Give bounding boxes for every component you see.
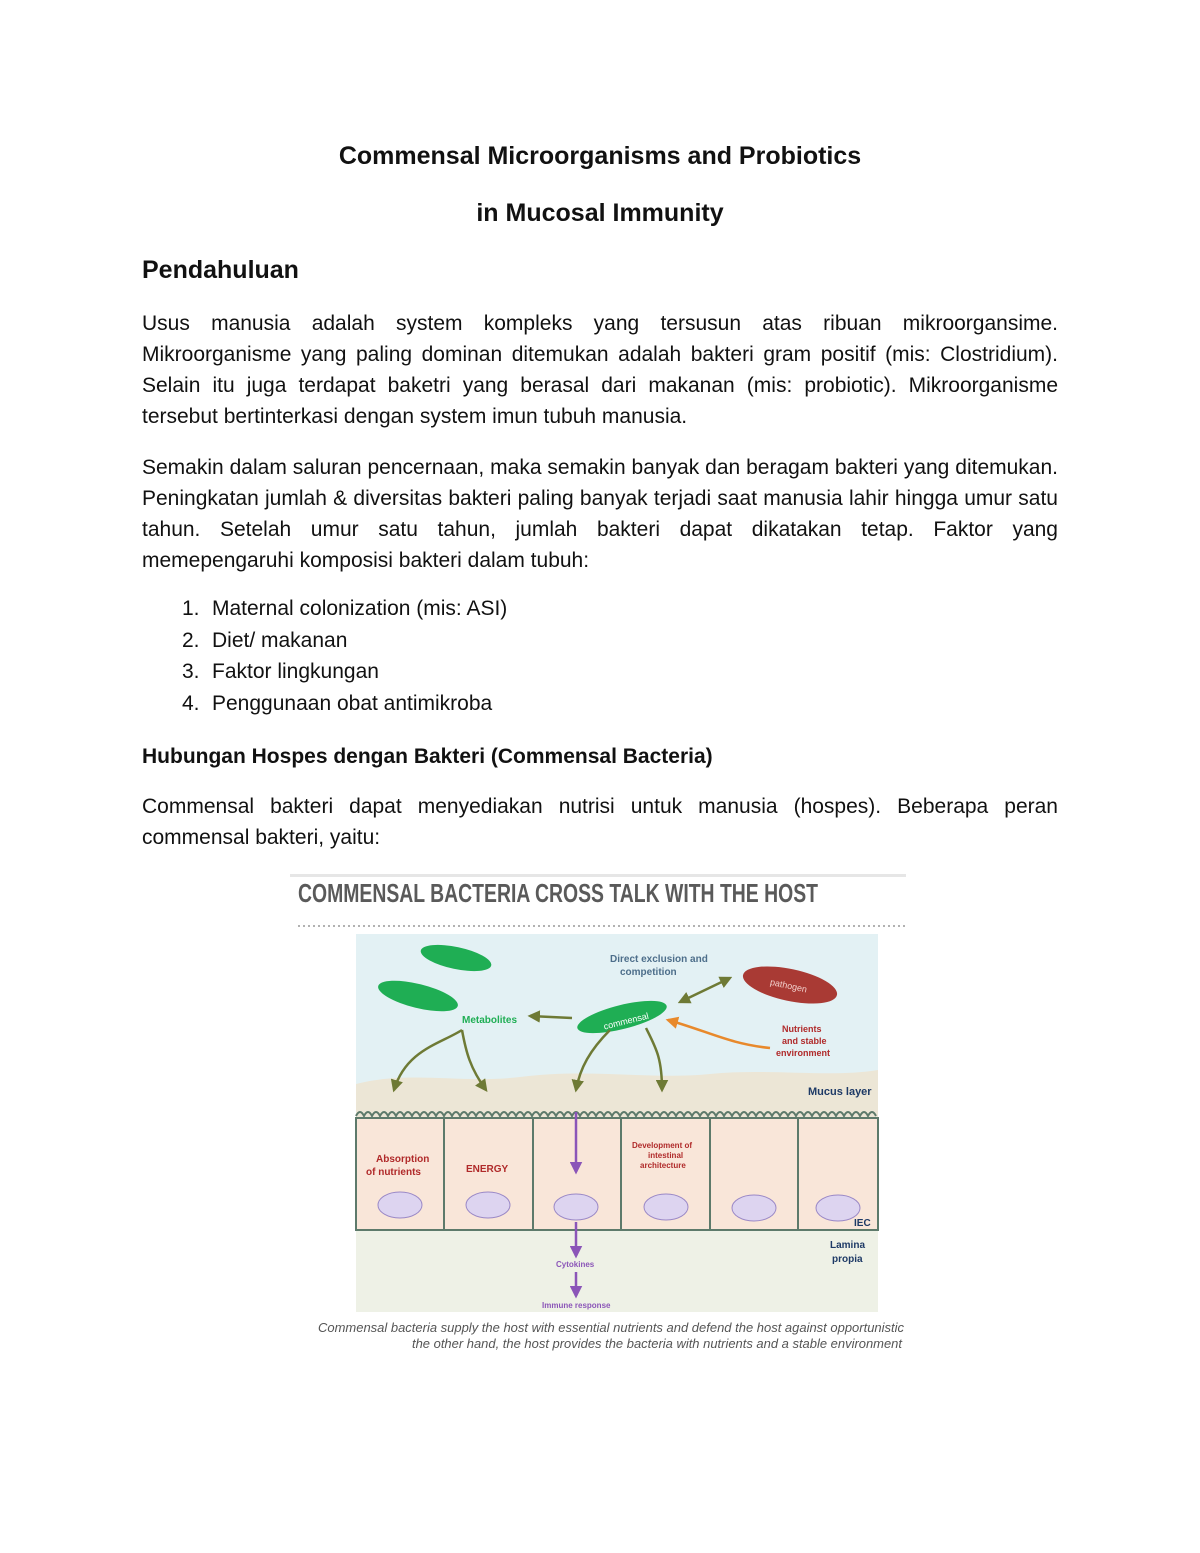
paragraph-bacteria-diversity: Semakin dalam saluran pencernaan, maka semakin banyak dan beragam bakteri yang ditemukan. Peningkatan jumlah & diversitas bakteri paling banyak terjadi saat manusia lahir hingga umur satu tahun. Setelah umur satu tahun, jumlah bakteri dapat dikatakan tetap. Faktor yang memepengaruhi komposisi bakteri dalam tubuh: [142,456,1058,572]
nutrients-label-3: environment [776,1048,831,1058]
metabolites-label: Metabolites [462,1015,518,1026]
lamina-label-2: propia [832,1254,863,1265]
list-number: 2. [182,628,200,652]
nutrients-label-1: Nutrients [782,1024,822,1034]
factor-list [142,597,1042,723]
direct-exclusion-label: Direct exclusion and [610,954,708,965]
figure-caption-line1: Commensal bacteria supply the host with essential nutrients and defend the host against opportunistic [318,1320,905,1335]
competition-label: competition [620,967,677,978]
section-heading-pendahuluan: Pendahuluan [142,256,299,284]
development-label-3: architecture [640,1161,686,1170]
list-text: Maternal colonization (mis: ASI) [212,597,508,620]
lamina-propia-region [356,1230,878,1312]
iec-label: IEC [854,1218,871,1229]
development-label-1: Development of [632,1141,693,1150]
development-label-2: intestinal [648,1151,684,1160]
section-heading-hubungan: Hubungan Hospes dengan Bakteri (Commensal Bacteria) [142,745,713,768]
list-number: 1. [182,597,200,620]
list-number: 4. [182,691,200,715]
figure-top-rule [290,874,906,877]
figure-title: COMMENSAL BACTERIA CROSS TALK WITH THE HOST [298,878,819,908]
list-text: Penggunaan obat antimikroba [212,691,493,715]
commensal-bacteria-figure [290,872,910,1357]
lamina-label-1: Lamina [830,1240,866,1251]
absorption-label-1: Absorption [376,1154,430,1165]
list-number: 3. [182,660,200,683]
list-text: Diet/ makanan [212,628,348,652]
list-item [142,692,1042,724]
mucus-layer-label: Mucus layer [808,1086,872,1098]
immune-response-label: Immune response [542,1301,611,1310]
epithelial-cells [356,1112,878,1230]
energy-label: ENERGY [466,1164,509,1175]
pathogen-label: pathogen [769,976,808,995]
paragraph-commensal: Commensal bakteri dapat menyediakan nutrisi untuk manusia (hospes). Beberapa peran commensal bakteri, yaitu: [142,795,1058,849]
document-title-line1: Commensal Microorganisms and Probiotics [338,142,862,170]
paragraph-intro: Usus manusia adalah system kompleks yang tersusun atas ribuan mikroorgansime. Mikroorganisme yang paling dominan ditemukan adalah bakteri gram positif (mis: Clostridium). Selain itu juga terdapat baketri yang berasal dari makanan (mis: probiotic). Mikroorganisme tersebut bertinterkasi dengan system imun tubuh manusia. [142,312,1058,428]
list-text: Faktor lingkungan [212,660,379,683]
nutrients-label-2: and stable [782,1036,827,1046]
list-item [142,660,1042,692]
cytokines-label: Cytokines [556,1260,595,1269]
document-title-line2: in Mucosal Immunity [476,199,724,227]
list-item [142,629,1042,661]
absorption-label-2: of nutrients [366,1167,421,1178]
list-item [142,597,1042,629]
figure-caption-line2: the other hand, the host provides the bacteria with nutrients and a stable environment [412,1336,904,1351]
commensal-label: commensal [602,1010,650,1032]
